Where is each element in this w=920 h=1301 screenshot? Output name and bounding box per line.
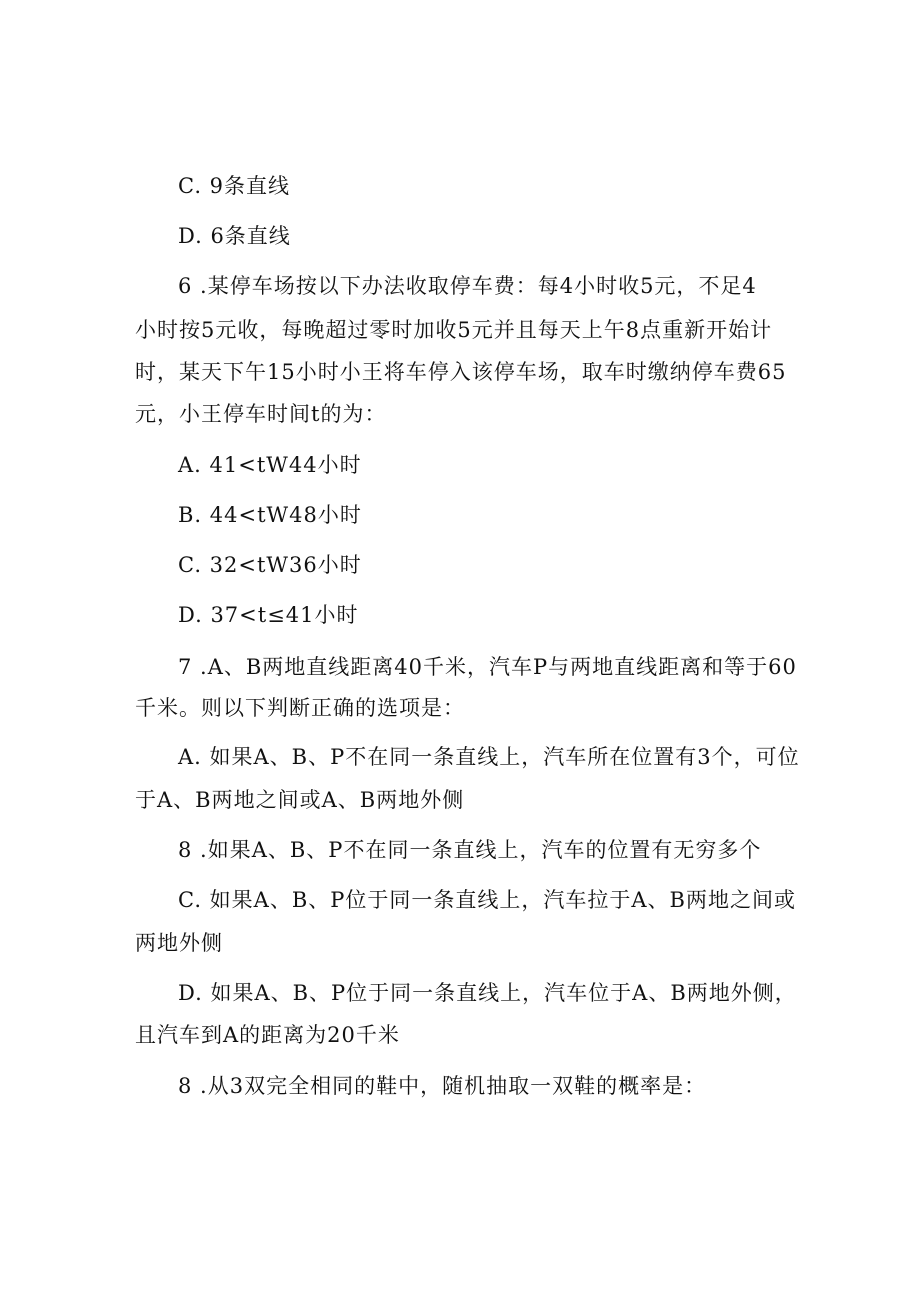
question-6-line-2: 小时按5元收，每晚超过零时加收5元并且每天上午8点重新开始计 xyxy=(135,318,773,342)
option-d-q5: D. 6条直线 xyxy=(178,224,291,248)
option-b-q7: 8 .如果A、B、P不在同一条直线上，汽车的位置有无穷多个 xyxy=(178,838,762,862)
option-c-q7-line-2: 两地外侧 xyxy=(135,931,223,955)
question-6-line-4: 元，小王停车时间t的为： xyxy=(135,402,387,426)
question-6-line-1: 6 .某停车场按以下办法收取停车费：每4小时收5元，不足4 xyxy=(178,274,757,298)
option-d-q7-line-2: 且汽车到A的距离为20千米 xyxy=(135,1023,400,1047)
option-c-q6: C. 32<tW36小时 xyxy=(178,553,362,577)
option-d-q6: D. 37<t≤41小时 xyxy=(178,603,359,627)
question-6-line-3: 时，某天下午15小时小王将车停入该停车场，取车时缴纳停车费65 xyxy=(135,360,787,384)
question-7-line-1: 7 .A、B两地直线距离40千米，汽车P与两地直线距离和等于60 xyxy=(178,655,797,679)
question-8-line-1: 8 .从3双完全相同的鞋中，随机抽取一双鞋的概率是： xyxy=(178,1074,707,1098)
option-a-q7-line-1: A. 如果A、B、P不在同一条直线上，汽车所在位置有3个，可位 xyxy=(178,745,800,769)
option-b-q6: B. 44<tW48小时 xyxy=(178,503,362,527)
question-7-line-2: 千米。则以下判断正确的选项是： xyxy=(135,696,465,720)
option-c-q5: C. 9条直线 xyxy=(178,174,291,198)
option-d-q7-line-1: D. 如果A、B、P位于同一条直线上，汽车位于A、B两地外侧， xyxy=(178,981,797,1005)
option-c-q7-line-1: C. 如果A、B、P位于同一条直线上，汽车拉于A、B两地之间或 xyxy=(178,888,796,912)
option-a-q6: A. 41<tW44小时 xyxy=(178,453,362,477)
option-a-q7-line-2: 于A、B两地之间或A、B两地外侧 xyxy=(135,788,465,812)
